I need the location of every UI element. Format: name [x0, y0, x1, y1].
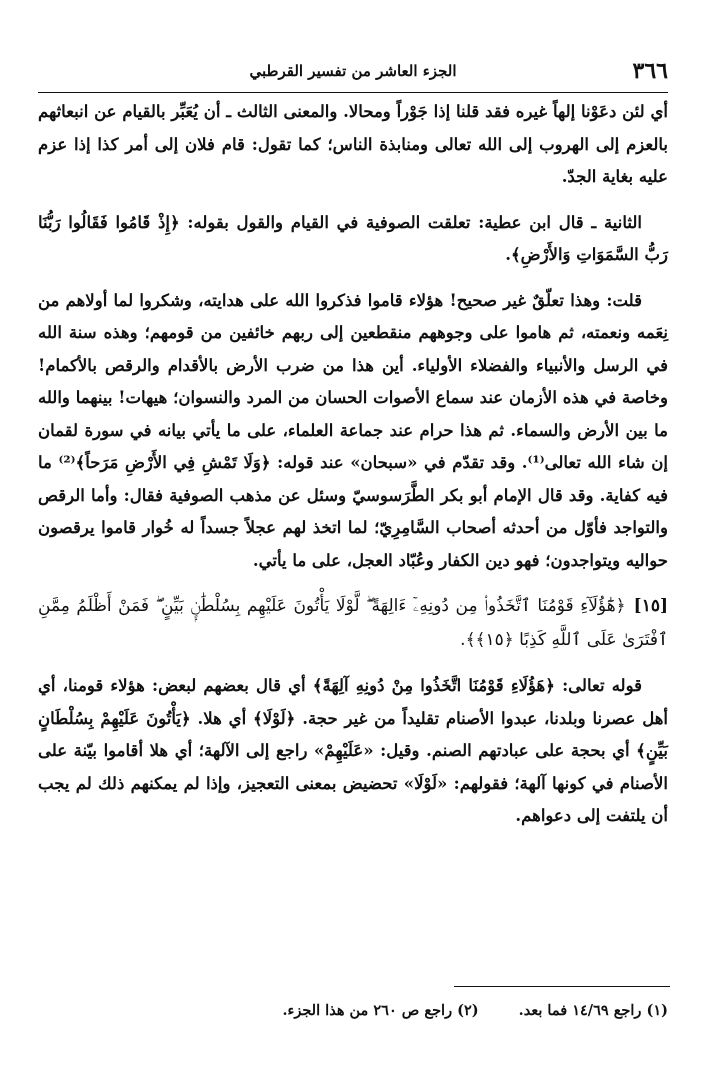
quran-verse-block — [38, 589, 668, 657]
quran-verse-text: ﴿هَٰٓؤُلَآءِ قَوْمُنَا ٱتَّخَذُوا۟ مِن دُونِهِۦٓ ءَالِهَةً ۖ لَّوْلَا يَأْتُونَ عَلَيْهِم بِسُلْطَٰنٍۭ بَيِّنٍ ۖ فَمَنْ أَظْلَمُ مِمَّنِ ٱفْتَرَىٰ عَلَى ٱللَّهِ كَذِبًا ﴿١٥﴾﴾. — [38, 596, 668, 650]
footnote-divider — [454, 986, 670, 987]
page-header — [38, 58, 668, 93]
verse-number: [١٥] — [633, 596, 668, 616]
page-body — [38, 96, 668, 833]
paragraph-commentary: قلت: وهذا تعلّقٌ غير صحيح! هؤلاء قاموا فذكروا الله على هدايته، وشكروا لما أولاهم من نِعَمه ونعمته، ثم هاموا على وجوههم منقطعين إلى ربهم خائفين من قومهم؛ وهذه سنة الله في الرسل والأنبياء والفضلاء الأولياء. أين هذا من ضرب الأرض بالأقدام والرقص بالأكمام! وخاصة في هذه الأزمان عند سماع الأصوات الحسان من المرد والنسوان؛ هيهات! بينهما والله ما بين الأرض والسماء. ثم هذا حرام عند جماعة العلماء، على ما يأتي بيانه في سورة لقمان إن شاء الله تعالى⁽¹⁾. وقد تقدّم في «سبحان» عند قوله: ﴿وَلَا تَمْشِ فِي الأَرْضِ مَرَحاً﴾⁽²⁾ ما فيه كفاية. وقد قال الإمام أبو بكر الطَّرَسوسيّ وسئل عن مذهب الصوفية فقال: وأما الرقص والتواجد فأوّل من أحدثه أصحاب السَّامِرِيّ؛ لما اتخذ لهم عجلاً جسداً له خُوار قاموا يرقصون حواليه ويتواجدون؛ فهو دين الكفار وعُبّاد العجل، على ما يأتي. — [38, 290, 668, 570]
page-number: ٣٦٦ — [632, 58, 668, 84]
footnote-2: (٢) راجع ص ٢٦٠ من هذا الجزء. — [282, 1002, 479, 1019]
paragraph-second-issue: الثانية ـ قال ابن عطية: تعلقت الصوفية في القيام والقول بقوله: ﴿إِذْ قَامُوا فَقَالُوا رَبُّنَا رَبُّ السَّمَوَاتِ وَالأَرْضِ﴾. — [38, 212, 668, 264]
footnote-1: (١) راجع ١٤/٦٩ فما بعد. — [518, 1002, 668, 1019]
footnotes — [38, 1002, 668, 1019]
paragraph-verse-explanation: قوله تعالى: ﴿هَؤُلَاءِ قَوْمُنَا اتَّخَذُوا مِنْ دُونِهِ آلِهَةً﴾ أي قال بعضهم لبعض: هؤلاء قومنا، أي أهل عصرنا وبلدنا، عبدوا الأصنام تقليداً من غير حجة. ﴿لَوْلَا﴾ أي هلا. ﴿يَأْتُونَ عَلَيْهِمْ بِسُلْطَانٍ بَيِّنٍ﴾ أي بحجة على عبادتهم الصنم. وقيل: «عَلَيْهِمْ» راجع إلى الآلهة؛ أي هلا أقاموا بيّنة على الأصنام في كونها آلهة؛ فقولهم: «لَوْلَا» تحضيض بمعنى التعجيز، وإذا لم يمكنهم ذلك لم يجب أن يلتفت إلى دعواهم. — [38, 676, 668, 825]
running-title: الجزء العاشر من تفسير القرطبي — [249, 62, 457, 80]
paragraph-continuation: أي لئن دعَوْنا إلهاً غيره فقد قلنا إذا جَوْراً ومحالا. والمعنى الثالث ـ أن يُعَبِّر بالقيام عن انبعاثهم بالعزم إلى الهروب إلى الله تعالى ومنابذة الناس؛ كما تقول: قام فلان إلى أمر كذا إذا عزم عليه بغاية الجدّ. — [38, 102, 668, 186]
